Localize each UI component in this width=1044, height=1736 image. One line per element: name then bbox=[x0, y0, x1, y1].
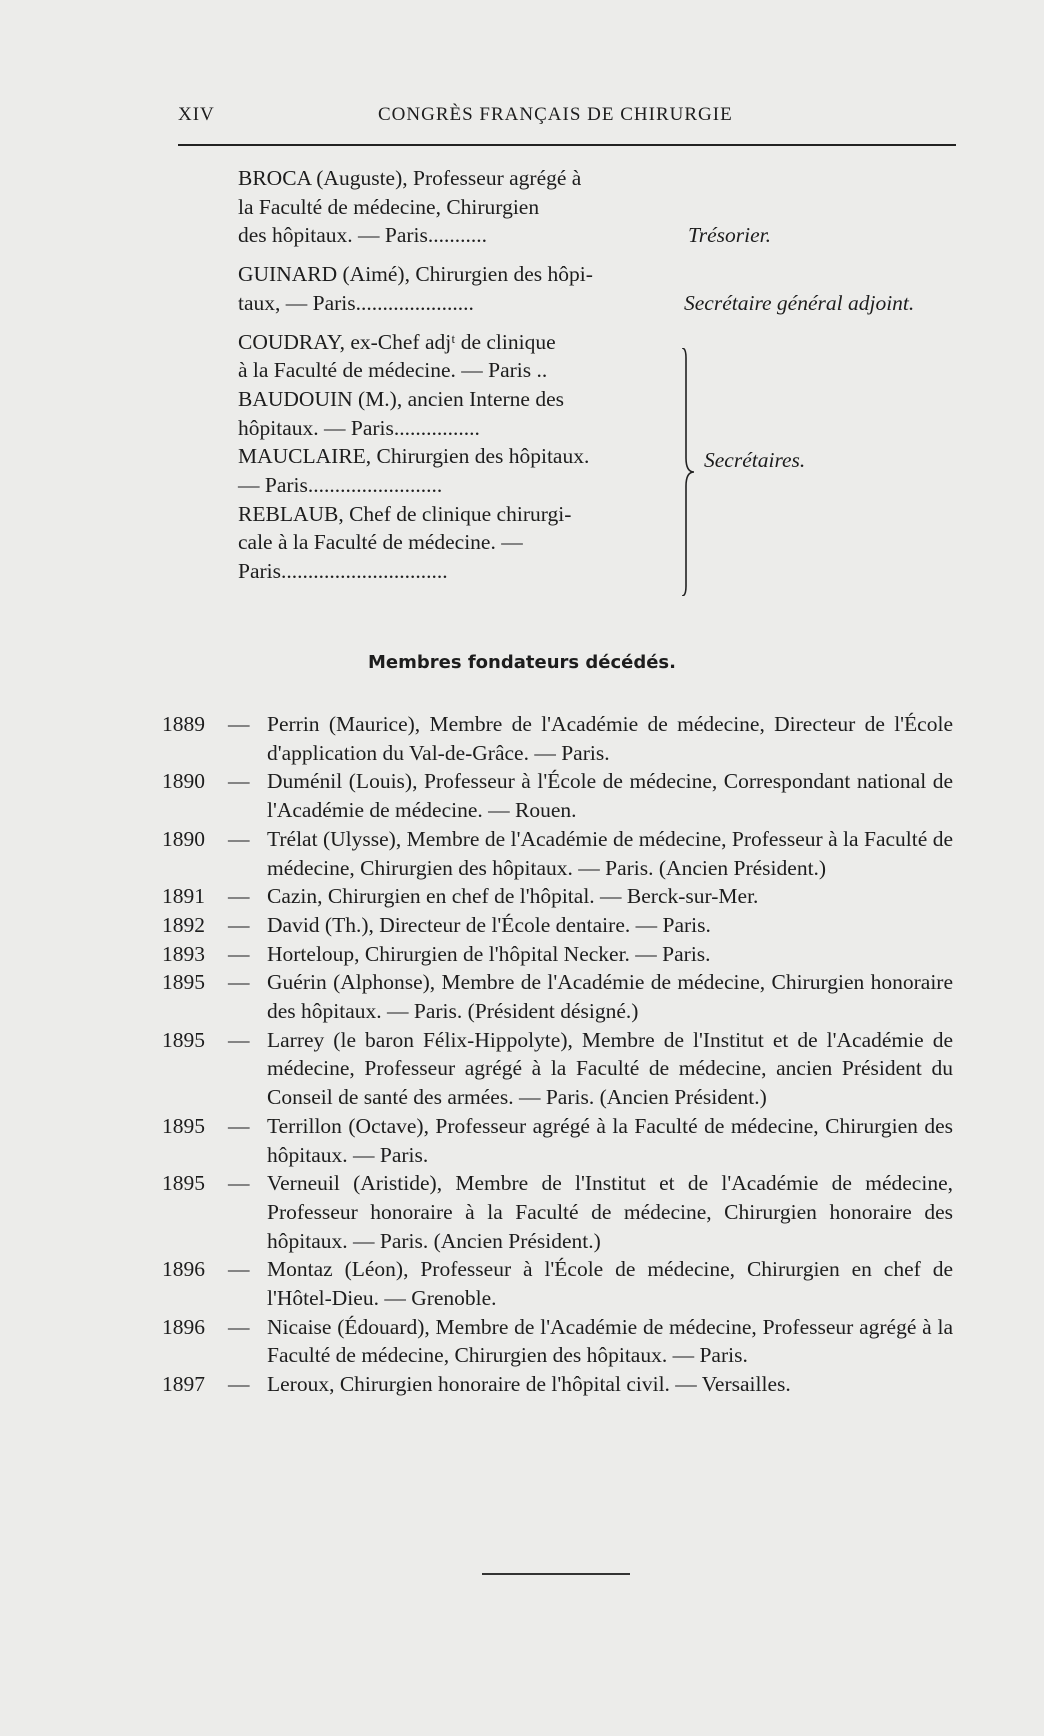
dash-separator: — bbox=[228, 970, 250, 995]
dash-separator: — bbox=[228, 884, 250, 909]
deceased-year: 1896 bbox=[162, 1257, 205, 1282]
officers-list bbox=[238, 164, 960, 586]
deceased-entry bbox=[0, 710, 1044, 767]
deceased-entry bbox=[0, 1313, 1044, 1370]
officer-entry: REBLAUB, Chef de clinique chirurgi- cale à la Faculté de médecine. — Paris............................... bbox=[238, 501, 572, 584]
dash-separator: — bbox=[228, 1027, 250, 1052]
dash-separator: — bbox=[228, 1257, 250, 1282]
deceased-year: 1895 bbox=[162, 1027, 205, 1052]
deceased-list bbox=[0, 710, 1044, 1399]
deceased-text: Horteloup, Chirurgien de l'hôpital Necker. — Paris. bbox=[267, 941, 711, 966]
section-title: Membres fondateurs décédés. bbox=[368, 652, 676, 673]
deceased-year: 1892 bbox=[162, 912, 205, 937]
deceased-entry bbox=[0, 968, 1044, 1025]
page-number: XIV bbox=[178, 104, 215, 125]
dash-separator: — bbox=[228, 1372, 250, 1397]
deceased-entry bbox=[0, 1112, 1044, 1169]
dash-separator: — bbox=[228, 1314, 250, 1339]
deceased-text: Duménil (Louis), Professeur à l'École de médecine, Correspondant national de l'Académie de médecine. — Rouen. bbox=[267, 769, 953, 823]
deceased-entry bbox=[0, 911, 1044, 940]
dash-separator: — bbox=[228, 912, 250, 937]
deceased-entry bbox=[0, 940, 1044, 969]
deceased-year: 1895 bbox=[162, 970, 205, 995]
deceased-text: Nicaise (Édouard), Membre de l'Académie de médecine, Professeur agrégé à la Faculté de médecine, Chirurgien des hôpitaux. — Paris. bbox=[267, 1314, 953, 1368]
deceased-text: Leroux, Chirurgien honoraire de l'hôpital civil. — Versailles. bbox=[267, 1372, 791, 1397]
deceased-text: Terrillon (Octave), Professeur agrégé à la Faculté de médecine, Chirurgien des hôpitaux. — Paris. bbox=[267, 1113, 953, 1167]
deceased-entry bbox=[0, 1370, 1044, 1399]
officer-entry: GUINARD (Aimé), Chirurgien des hôpi- taux, — Paris...................... Secrétaire général adjoint. bbox=[238, 260, 662, 317]
deceased-year: 1896 bbox=[162, 1314, 205, 1339]
officer-role: Secrétaire général adjoint. bbox=[684, 291, 915, 316]
deceased-year: 1897 bbox=[162, 1372, 205, 1397]
deceased-year: 1895 bbox=[162, 1171, 205, 1196]
brace-icon bbox=[680, 348, 698, 596]
deceased-entry bbox=[0, 1169, 1044, 1255]
deceased-text: Guérin (Alphonse), Membre de l'Académie de médecine, Chirurgien honoraire des hôpitaux. — Paris. (Président désigné.) bbox=[267, 970, 953, 1024]
dash-separator: — bbox=[228, 1113, 250, 1138]
deceased-entry bbox=[0, 825, 1044, 882]
dash-separator: — bbox=[228, 712, 250, 736]
deceased-year: 1893 bbox=[162, 941, 205, 966]
officer-role: Trésorier. bbox=[688, 223, 772, 247]
header-rule bbox=[178, 144, 956, 146]
dash-separator: — bbox=[228, 941, 250, 966]
deceased-text: Trélat (Ulysse), Membre de l'Académie de médecine, Professeur à la Faculté de médecine, Chirurgien des hôpitaux. — Paris. (Ancien Président.) bbox=[267, 826, 953, 880]
deceased-year: 1895 bbox=[162, 1113, 205, 1138]
officer-entry: BAUDOUIN (M.), ancien Interne des hôpitaux. — Paris................ bbox=[238, 386, 564, 440]
deceased-year: 1891 bbox=[162, 884, 205, 909]
deceased-entry bbox=[0, 882, 1044, 911]
officer-entry: COUDRAY, ex-Chef adjᵗ de clinique à la Faculté de médecine. — Paris .. bbox=[238, 329, 556, 383]
deceased-entry bbox=[0, 1255, 1044, 1312]
deceased-entry bbox=[0, 767, 1044, 824]
deceased-entry bbox=[0, 1026, 1044, 1112]
deceased-text: Larrey (le baron Félix-Hippolyte), Membre de l'Institut et de l'Académie de médecine, Professeur agrégé à la Faculté de médecine, ancien Président du Conseil de santé des armées. — Paris. (Ancien Président.) bbox=[267, 1027, 953, 1110]
end-rule bbox=[482, 1573, 630, 1575]
deceased-text: Montaz (Léon), Professeur à l'École de médecine, Chirurgien en chef de l'Hôtel-Dieu. — Grenoble. bbox=[267, 1257, 953, 1311]
officer-entry: BROCA (Auguste), Professeur agrégé à la Faculté de médecine, Chirurgien des hôpitaux. — Paris........... Trésorier. bbox=[238, 164, 662, 250]
running-title: CONGRÈS FRANÇAIS DE CHIRURGIE bbox=[378, 104, 733, 125]
dash-separator: — bbox=[228, 769, 250, 794]
deceased-text: David (Th.), Directeur de l'École dentaire. — Paris. bbox=[267, 912, 711, 937]
secretaires-brace bbox=[680, 348, 698, 596]
deceased-year: 1890 bbox=[162, 769, 205, 794]
deceased-year: 1890 bbox=[162, 826, 205, 851]
secretaires-label: Secrétaires. bbox=[704, 448, 806, 472]
deceased-text: Verneuil (Aristide), Membre de l'Institut et de l'Académie de médecine, Professeur honoraire à la Faculté de médecine, Chirurgien honoraire des hôpitaux. — Paris. (Ancien Président.) bbox=[267, 1171, 953, 1253]
officer-entry: MAUCLAIRE, Chirurgien des hôpitaux. — Paris......................... bbox=[238, 444, 590, 498]
deceased-year: 1889 bbox=[162, 712, 205, 736]
deceased-text: Perrin (Maurice), Membre de l'Académie de médecine, Directeur de l'École d'application du Val-de-Grâce. — Paris. bbox=[267, 712, 953, 765]
deceased-text: Cazin, Chirurgien en chef de l'hôpital. — Berck-sur-Mer. bbox=[267, 884, 759, 909]
dash-separator: — bbox=[228, 826, 250, 851]
dash-separator: — bbox=[228, 1171, 250, 1196]
